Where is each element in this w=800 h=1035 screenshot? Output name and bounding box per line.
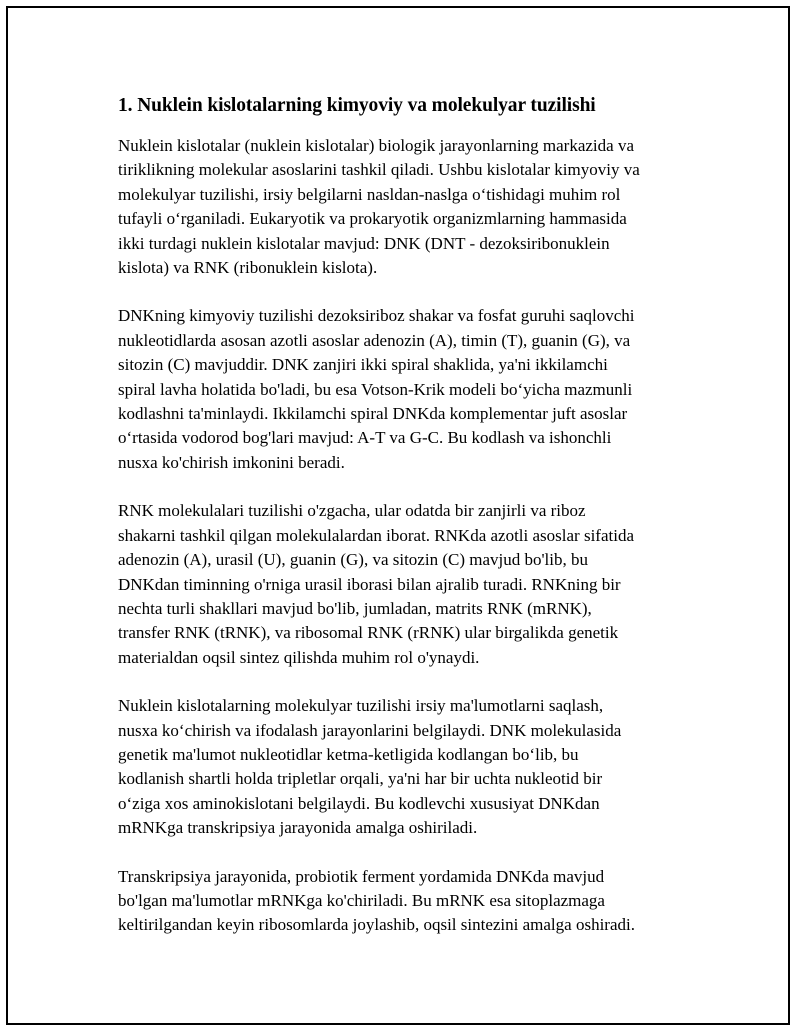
paragraph-line: Transkripsiya jarayonida, probiotik ferment yordamida DNKda mavjud (118, 866, 605, 886)
paragraph-line: oʻziga xos aminokislotani belgilaydi. Bu kodlevchi xususiyat DNKdan (118, 793, 600, 813)
paragraph-line: sitozin (C) mavjuddir. DNK zanjiri ikki spiral shaklida, ya'ni ikkilamchi (118, 355, 608, 375)
paragraph (118, 865, 690, 938)
paragraph-line: nusxa koʻchirish va ifodalash jarayonlarini belgilaydi. DNK molekulasida (118, 720, 622, 740)
paragraph-line: ikki turdagi nuklein kislotalar mavjud: DNK (DNT - dezoksiribonuklein (118, 233, 610, 253)
paragraph (118, 134, 690, 280)
paragraph-line: keltirilgandan keyin ribosomlarda joylashib, oqsil sintezini amalga oshiradi. (118, 915, 635, 935)
paragraph-line: shakarni tashkil qilgan molekulalardan iborat. RNKda azotli asoslar sifatida (118, 525, 634, 545)
paragraph-line: tiriklikning molekular asoslarini tashkil qiladi. Ushbu kislotalar kimyoviy va (118, 160, 640, 180)
paragraph-line: bo'lgan ma'lumotlar mRNKga ko'chiriladi. Bu mRNK esa sitoplazmaga (118, 890, 605, 910)
paragraph-line: kislota) va RNK (ribonuklein kislota). (118, 258, 378, 278)
paragraph-line: kodlashni ta'minlaydi. Ikkilamchi spiral DNKda komplementar juft asoslar (118, 404, 628, 424)
paragraph-line: spiral lavha holatida bo'ladi, bu esa Votson-Krik modeli boʻyicha mazmunli (118, 379, 633, 399)
document-body (118, 92, 690, 962)
paragraph-line: transfer RNK (tRNK), va ribosomal RNK (rRNK) ular birgalikda genetik (118, 623, 619, 643)
paragraph-line: oʻrtasida vodorod bog'lari mavjud: A-T va G-C. Bu kodlash va ishonchli (118, 428, 612, 448)
paragraph-line: nukleotidlarda asosan azotli asoslar adenozin (A), timin (T), guanin (G), va (118, 330, 631, 350)
paragraphs (118, 134, 690, 938)
paragraph-line: Nuklein kislotalar (nuklein kislotalar) biologik jarayonlarning markazida va (118, 136, 634, 155)
paragraph-line: Nuklein kislotalarning molekulyar tuzilishi irsiy ma'lumotlarni saqlash, (118, 696, 604, 716)
paragraph-line: kodlanish shartli holda tripletlar orqali, ya'ni har bir uchta nukleotid bir (118, 769, 603, 789)
section-heading: 1. Nuklein kislotalarning kimyoviy va molekulyar tuzilishi (118, 95, 596, 116)
paragraph-line: DNKdan timinning o'rniga urasil iborasi bilan ajralib turadi. RNKning bir (118, 574, 621, 594)
paragraph-line: materialdan oqsil sintez qilishda muhim rol o'ynaydi. (118, 647, 480, 667)
paragraph (118, 694, 690, 840)
paragraph-line: DNKning kimyoviy tuzilishi dezoksiriboz shakar va fosfat guruhi saqlovchi (118, 306, 635, 326)
paragraph-line: tufayli oʻrganiladi. Eukaryotik va prokaryotik organizmlarning hammasida (118, 209, 627, 229)
paragraph (118, 304, 690, 475)
paragraph-line: mRNKga transkripsiya jarayonida amalga oshiriladi. (118, 818, 478, 838)
paragraph-line: nechta turli shakllari mavjud bo'lib, jumladan, matrits RNK (mRNK), (118, 598, 592, 618)
paragraph-line: RNK molekulalari tuzilishi o'zgacha, ular odatda bir zanjirli va riboz (118, 501, 586, 521)
paragraph-line: genetik ma'lumot nukleotidlar ketma-ketligida kodlangan boʻlib, bu (118, 744, 579, 764)
paragraph-line: molekulyar tuzilishi, irsiy belgilarni nasldan-naslga oʻtishidagi muhim rol (118, 184, 621, 204)
paragraph-line: adenozin (A), urasil (U), guanin (G), va sitozin (C) mavjud bo'lib, bu (118, 550, 588, 570)
paragraph (118, 499, 690, 670)
paragraph-line: nusxa ko'chirish imkonini beradi. (118, 452, 345, 472)
